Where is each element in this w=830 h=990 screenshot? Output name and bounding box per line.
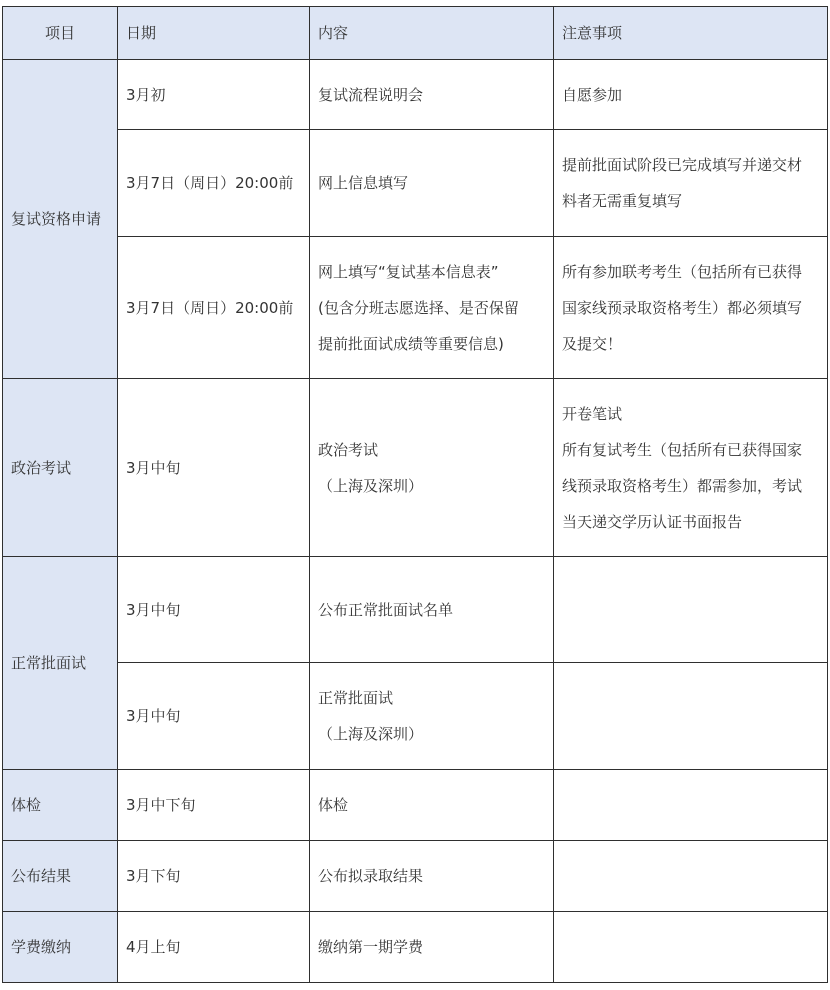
header-note: 注意事项 [554,7,828,60]
header-content: 内容 [310,7,554,60]
note-cell [554,912,828,983]
date-cell: 4月上旬 [118,912,310,983]
note-cell [554,663,828,770]
content-cell [310,379,554,557]
table-row [3,557,828,663]
content-cell [310,912,554,983]
date-cell: 3月7日（周日）20:00前 [118,237,310,379]
item-cell: 复试资格申请 [3,60,118,379]
table-row [3,912,828,983]
note-line: 当天递交学历认证书面报告 [562,512,743,531]
date-cell: 3月初 [118,60,310,130]
content-line: 提前批面试成绩等重要信息) [318,334,504,353]
date-cell: 3月7日（周日）20:00前 [118,130,310,237]
table-row [3,663,828,770]
item-cell: 公布结果 [3,841,118,912]
table-row [3,841,828,912]
content-cell [310,841,554,912]
content-line: 体检 [318,796,349,814]
date-cell: 3月中旬 [118,557,310,663]
table-row [3,379,828,557]
header-date: 日期 [118,7,310,60]
note-line: 开卷笔试 [562,404,623,423]
content-line: (包含分班志愿选择、是否保留 [318,298,519,317]
content-line: 网上填写“复试基本信息表” [318,262,499,281]
item-cell: 正常批面试 [3,557,118,770]
header-row [3,7,828,60]
note-line: 料者无需重复填写 [562,192,683,210]
note-cell [554,237,828,379]
item-cell: 体检 [3,770,118,841]
date-cell: 3月中下旬 [118,770,310,841]
header-item: 项目 [3,7,118,60]
note-cell [554,770,828,841]
content-line: 公布正常批面试名单 [318,600,454,619]
item-cell: 学费缴纳 [3,912,118,983]
content-cell [310,130,554,237]
note-cell [554,379,828,557]
note-cell [554,130,828,237]
content-line: （上海及深圳） [318,476,424,495]
date-cell: 3月中旬 [118,379,310,557]
note-line: 所有参加联考考生（包括所有已获得 [562,262,803,281]
content-cell [310,557,554,663]
note-line: 所有复试考生（包括所有已获得国家 [562,440,803,459]
table-row [3,770,828,841]
content-line: （上海及深圳） [318,725,424,743]
note-cell [554,60,828,130]
note-line: 及提交！ [562,334,623,353]
content-cell [310,237,554,379]
content-line: 公布拟录取结果 [318,867,424,885]
schedule-table [2,6,828,983]
note-cell [554,557,828,663]
note-line: 自愿参加 [562,85,623,104]
content-line: 网上信息填写 [318,174,409,192]
note-cell [554,841,828,912]
content-cell [310,770,554,841]
content-line: 复试流程说明会 [318,85,424,104]
content-line: 政治考试 [318,440,379,459]
note-line: 提前批面试阶段已完成填写并递交材 [562,156,803,174]
note-line: 线预录取资格考生）都需参加，考试 [562,476,803,495]
note-line: 国家线预录取资格考生）都必须填写 [562,298,803,317]
table-row [3,60,828,130]
content-cell [310,663,554,770]
item-cell: 政治考试 [3,379,118,557]
content-line: 正常批面试 [318,689,394,707]
content-cell [310,60,554,130]
content-line: 缴纳第一期学费 [318,938,424,956]
date-cell: 3月下旬 [118,841,310,912]
table-row [3,130,828,237]
date-cell: 3月中旬 [118,663,310,770]
table-row [3,237,828,379]
